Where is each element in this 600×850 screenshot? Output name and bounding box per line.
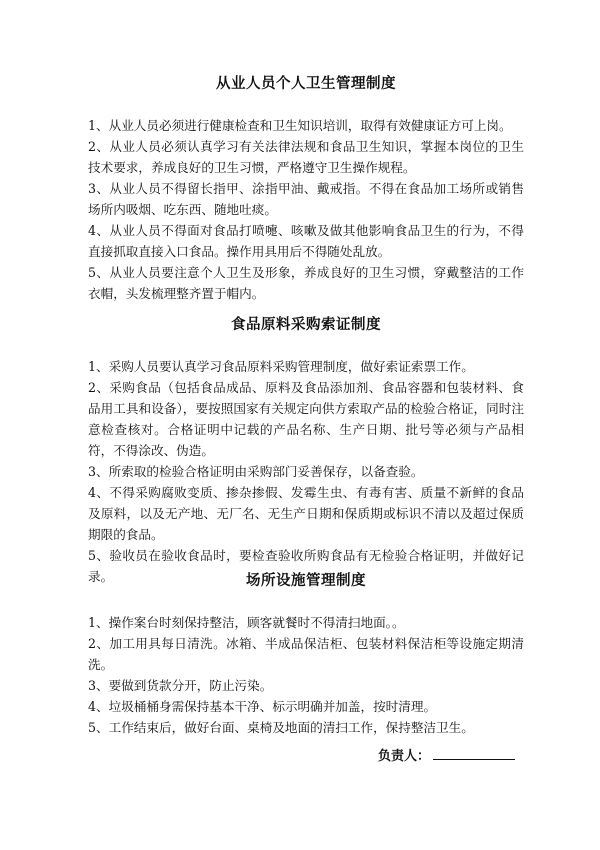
list-item: 5、工作结束后，做好台面、桌椅及地面的清扫工作，保持整洁卫生。: [88, 720, 474, 735]
section-personal-hygiene: [88, 72, 524, 304]
signature-block: [378, 745, 515, 764]
signature-line: [433, 745, 515, 760]
list-item: 1、操作案台时刻保持整洁，顾客就餐时不得清扫地面。。: [88, 615, 405, 630]
section-title: 食品原料采购索证制度: [231, 317, 381, 333]
signature-label: 负责人：: [378, 749, 431, 764]
list-item: 5、从业人员要注意个人卫生及形象，养成良好的卫生习惯，穿戴整洁的工作衣帽，头发梳理整齐置于帽内。: [88, 265, 524, 301]
list-item: 4、不得采购腐败变质、掺杂掺假、发霉生虫、有毒有害、质量不新鲜的食品及原料，以及无产地、无厂名、无生产日期和保质期或标识不清以及超过保质期限的食品。: [88, 485, 524, 542]
section-title: 从业人员个人卫生管理制度: [216, 76, 396, 92]
list-item: 4、垃圾桶桶身需保持基本干净、标示明确并加盖，按时清理。: [88, 699, 437, 714]
list-item: 1、采购人员要认真学习食品原料采购管理制度，做好索证索票工作。: [88, 359, 474, 374]
section-title: 场所设施管理制度: [246, 573, 366, 589]
list-item: 2、从业人员必须认真学习有关法律法规和食品卫生知识，掌握本岗位的卫生技术要求，养成良好的卫生习惯，严格遵守卫生操作规程。: [88, 139, 524, 175]
list-item: 5、验收员在验收食品时，要检查验收所购食品有无检验合格证明，并做好记录。: [88, 548, 524, 584]
list-item: 2、采购食品（包括食品成品、原料及食品添加剂、食品容器和包装材料、食品用工具和设备），要按照国家有关规定向供方索取产品的检验合格证，同时注意检查核对。合格证明中记载的产品名称、生产日期、批号等必须与产品相符，不得涂改、伪造。: [88, 380, 524, 458]
list-item: 3、从业人员不得留长指甲、涂指甲油、戴戒指。不得在食品加工场所或销售场所内吸烟、吃东西、随地吐痰。: [88, 181, 524, 217]
list-item: 3、所索取的检验合格证明由采购部门妥善保存，以备查验。: [88, 464, 424, 479]
section-facilities: [88, 569, 524, 738]
list-item: 2、加工用具每日清洗。冰箱、半成品保洁柜、包装材料保洁柜等设施定期清洗。: [88, 636, 524, 672]
section-procurement: [88, 313, 524, 587]
list-item: 4、从业人员不得面对食品打喷嚏、咳嗽及做其他影响食品卫生的行为，不得直接抓取直接入口食品。操作用具用后不得随处乱放。: [88, 223, 524, 259]
list-item: 3、要做到货款分开，防止污染。: [88, 678, 273, 693]
list-item: 1、从业人员必须进行健康检查和卫生知识培训，取得有效健康证方可上岗。: [88, 118, 512, 133]
